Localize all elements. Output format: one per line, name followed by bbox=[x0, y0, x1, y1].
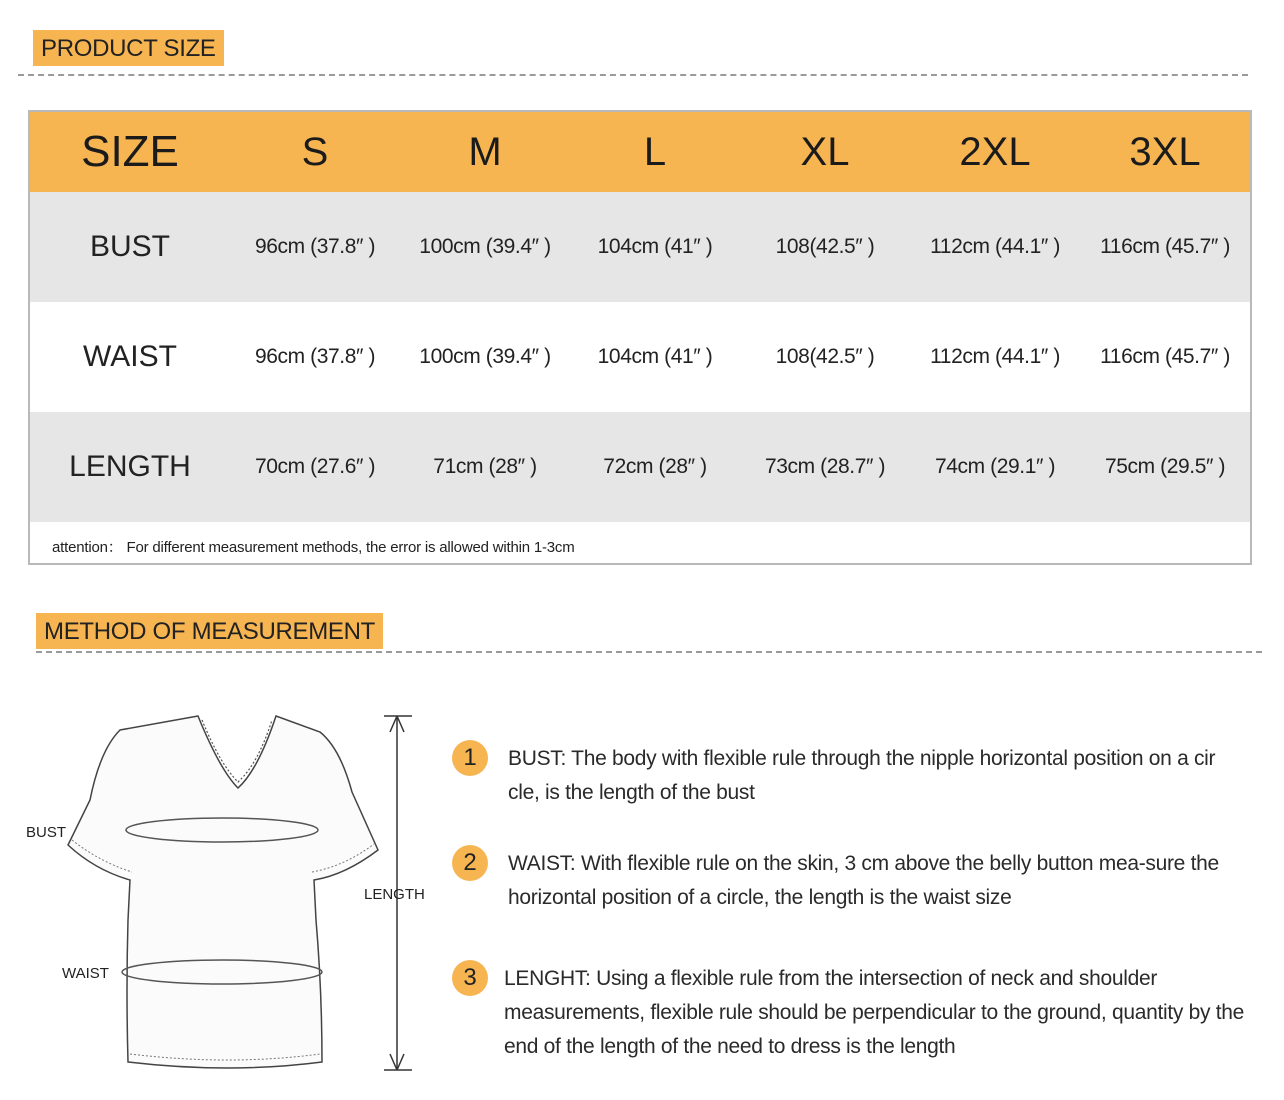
table-cell: 104cm (41″ ) bbox=[597, 345, 713, 368]
table-cell: 112cm (44.1″ ) bbox=[930, 345, 1060, 368]
table-cell: 96cm (37.8″ ) bbox=[254, 345, 376, 368]
divider bbox=[18, 74, 1248, 76]
waist-label: WAIST bbox=[62, 965, 109, 982]
length-label: LENGTH bbox=[364, 886, 425, 903]
table-row-bust bbox=[30, 192, 1250, 302]
table-cell: 104cm (41″ ) bbox=[597, 235, 713, 258]
product-size-heading: PRODUCT SIZE bbox=[33, 30, 224, 66]
bust-label: BUST bbox=[26, 824, 67, 841]
table-cell: 116cm (45.7″ ) bbox=[1100, 345, 1230, 368]
table-cell: 96cm (37.8″ ) bbox=[254, 235, 376, 258]
table-cell: 74cm (29.1″ ) bbox=[934, 455, 1056, 478]
header-cell-s: S bbox=[301, 129, 329, 174]
header-cell-m: M bbox=[468, 129, 502, 174]
header-cell-xl: XL bbox=[800, 129, 850, 174]
table-cell: 100cm (39.4″ ) bbox=[419, 345, 551, 368]
step-number: 1 bbox=[452, 740, 488, 776]
table-cell: 72cm (28″ ) bbox=[603, 455, 707, 478]
table-row-waist bbox=[30, 302, 1250, 412]
step-number: 2 bbox=[452, 845, 488, 881]
step-text: BUST: The body with flexible rule through the nipple horizontal position on a cir cle, is the length of the bust bbox=[508, 747, 1216, 804]
table-cell: 70cm (27.6″ ) bbox=[254, 455, 376, 478]
table-cell: 108(42.5″ ) bbox=[775, 345, 875, 368]
table-row-length bbox=[30, 412, 1250, 522]
table-cell: 100cm (39.4″ ) bbox=[419, 235, 551, 258]
row-label: BUST bbox=[89, 230, 170, 263]
table-cell: 116cm (45.7″ ) bbox=[1100, 235, 1230, 258]
table-cell: 112cm (44.1″ ) bbox=[930, 235, 1060, 258]
divider bbox=[36, 651, 1262, 653]
table-cell: 75cm (29.5″ ) bbox=[1104, 455, 1226, 478]
table-cell: 73cm (28.7″ ) bbox=[764, 455, 886, 478]
row-label: WAIST bbox=[83, 340, 177, 373]
header-cell-l: L bbox=[643, 129, 667, 174]
step-number: 3 bbox=[452, 960, 488, 996]
table-header-row bbox=[30, 112, 1250, 192]
header-cell-3xl: 3XL bbox=[1129, 129, 1201, 174]
table-cell: 71cm (28″ ) bbox=[433, 455, 537, 478]
step-text: LENGHT: Using a flexible rule from the intersection of neck and shoulder measurements, flexible rule should be perpendicular to the ground, quantity by the end of the length of the need to dress is the length bbox=[504, 967, 1245, 1058]
attention-note: attention： For different measurement methods, the error is allowed within 1-3cm bbox=[52, 539, 575, 556]
size-table bbox=[28, 110, 1252, 565]
shirt-outline bbox=[68, 716, 378, 1068]
table-cell: 108(42.5″ ) bbox=[775, 235, 875, 258]
header-cell-size: SIZE bbox=[81, 127, 179, 176]
method-heading: METHOD OF MEASUREMENT bbox=[36, 613, 383, 649]
step-text: WAIST: With flexible rule on the skin, 3 cm above the belly button mea-sure the horizontal position of a circle, the length is the waist size bbox=[508, 852, 1219, 909]
header-cell-2xl: 2XL bbox=[959, 129, 1031, 174]
shirt-diagram bbox=[0, 690, 440, 1090]
row-label: LENGTH bbox=[69, 450, 191, 483]
